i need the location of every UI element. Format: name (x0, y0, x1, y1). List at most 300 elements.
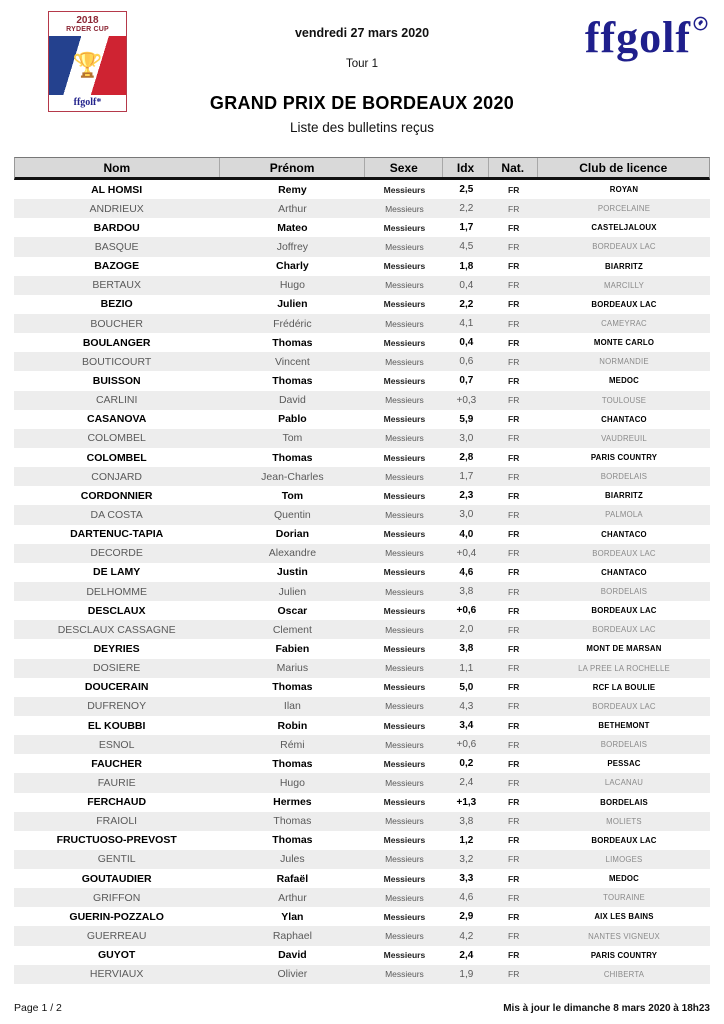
cell-nat: FR (508, 911, 520, 922)
cell-prenom: Alexandre (268, 547, 317, 560)
cell-nat: FR (508, 777, 520, 788)
cell-prenom: Mateo (277, 221, 308, 234)
cell-club: LIMOGES (605, 854, 643, 864)
ryder-logo-year: 2018 (76, 15, 99, 26)
cell-nom: CONJARD (91, 470, 143, 483)
cell-prenom: Charly (276, 260, 309, 273)
cell-idx: 4,2 (459, 930, 474, 942)
cell-nat: FR (508, 950, 520, 961)
cell-nom: DECORDE (90, 547, 143, 560)
column-header-sexe: Sexe (365, 158, 443, 177)
cell-club: MEDOC (608, 874, 640, 884)
table-row (14, 391, 710, 410)
cell-prenom: David (278, 949, 307, 962)
table-row (14, 697, 710, 716)
cell-prenom: Rafaël (276, 872, 309, 885)
cell-nat: FR (508, 490, 520, 501)
cell-nom: GOUTAUDIER (81, 872, 152, 885)
cell-prenom: Vincent (274, 355, 310, 368)
cell-nom: CASANOVA (87, 413, 147, 426)
updated-timestamp: Mis à jour le dimanche 8 mars 2020 à 18h23 (503, 1003, 710, 1014)
table-row (14, 659, 710, 678)
cell-nat: FR (508, 414, 520, 425)
cell-nom: GENTIL (97, 853, 136, 866)
table-row (14, 850, 710, 869)
cell-nom: BAZOGE (94, 260, 140, 273)
cell-idx: 5,9 (459, 413, 474, 425)
table-row (14, 965, 710, 984)
cell-nom: DOSIERE (93, 662, 141, 675)
cell-club: MONT DE MARSAN (586, 644, 662, 654)
cell-prenom: Justin (276, 566, 308, 579)
table-row (14, 199, 710, 218)
cell-nat: FR (508, 299, 520, 310)
cell-idx: +0,6 (456, 739, 477, 751)
cell-club: PARIS COUNTRY (590, 453, 658, 463)
cell-nat: FR (508, 509, 520, 520)
cell-club: NORMANDIE (599, 357, 649, 367)
cell-club: BORDEAUX LAC (592, 625, 656, 635)
cell-sexe: Messieurs (385, 241, 424, 252)
cell-nat: FR (508, 261, 520, 272)
cell-idx: 1,7 (459, 222, 474, 234)
cell-sexe: Messieurs (385, 356, 424, 367)
cell-sexe: Messieurs (383, 452, 426, 463)
cell-prenom: Rémi (280, 738, 305, 751)
cell-prenom: Julien (277, 298, 308, 311)
cell-idx: 3,2 (459, 853, 474, 865)
cell-nom: FAURIE (97, 776, 136, 789)
cell-idx: 1,9 (459, 968, 474, 980)
cell-sexe: Messieurs (385, 280, 424, 291)
cell-prenom: Pablo (278, 413, 307, 426)
cell-idx: 4,1 (459, 318, 474, 330)
cell-nat: FR (508, 184, 520, 195)
cell-idx: 1,2 (459, 834, 474, 846)
cell-sexe: Messieurs (383, 950, 426, 961)
cell-club: CHANTACO (601, 567, 647, 577)
cell-nat: FR (508, 624, 520, 635)
table-header-row (14, 157, 710, 180)
cell-nat: FR (508, 280, 520, 291)
cell-nom: BASQUE (94, 240, 139, 253)
table-row (14, 257, 710, 276)
trophy-icon: 🏆 (72, 51, 103, 79)
table-row (14, 831, 710, 850)
cell-nom: FRUCTUOSO-PREVOST (56, 834, 177, 847)
cell-club: BORDELAIS (600, 587, 648, 597)
cell-prenom: Thomas (272, 681, 313, 694)
cell-idx: 0,6 (459, 356, 474, 368)
table-row (14, 295, 710, 314)
cell-sexe: Messieurs (383, 375, 426, 386)
cell-club: MONTE CARLO (593, 338, 655, 348)
table-row (14, 218, 710, 237)
cell-sexe: Messieurs (385, 203, 424, 214)
table-row (14, 793, 710, 812)
cell-sexe: Messieurs (385, 701, 424, 712)
cell-club: BORDELAIS (600, 472, 648, 482)
cell-prenom: Tom (281, 489, 304, 502)
cell-nom: FRAIOLI (96, 815, 138, 828)
cell-prenom: Thomas (272, 374, 313, 387)
cell-prenom: Remy (278, 183, 307, 196)
cell-prenom: Oscar (277, 604, 308, 617)
page-indicator: Page 1 / 2 (14, 1002, 62, 1014)
cell-sexe: Messieurs (385, 509, 424, 520)
cell-idx: 2,4 (459, 777, 474, 789)
cell-nat: FR (508, 873, 520, 884)
cell-idx: 0,2 (459, 758, 474, 770)
cell-prenom: Thomas (272, 451, 313, 464)
table-row (14, 314, 710, 333)
cell-sexe: Messieurs (383, 222, 426, 233)
cell-nom: DEYRIES (93, 642, 140, 655)
table-row (14, 237, 710, 256)
cell-nom: DOUCERAIN (84, 681, 149, 694)
cell-prenom: Quentin (274, 508, 311, 521)
table-row (14, 544, 710, 563)
cell-club: BIARRITZ (605, 491, 643, 501)
table-row (14, 773, 710, 792)
table-row (14, 926, 710, 945)
event-date: vendredi 27 mars 2020 (294, 26, 430, 40)
table-row (14, 467, 710, 486)
cell-club: LA PREE LA ROCHELLE (578, 663, 670, 673)
cell-club: PORCELAINE (597, 204, 651, 214)
cell-nom: DE LAMY (93, 566, 141, 579)
cell-idx: 4,6 (459, 566, 474, 578)
cell-idx: 2,9 (459, 911, 474, 923)
table-row (14, 371, 710, 390)
cell-idx: 0,4 (459, 279, 474, 291)
cell-club: LACANAU (604, 778, 644, 788)
cell-club: BORDEAUX LAC (591, 606, 657, 616)
ryder-logo-title: RYDER CUP (66, 26, 109, 33)
cell-idx: 0,4 (459, 337, 474, 349)
cell-sexe: Messieurs (383, 261, 426, 272)
cell-idx: 0,7 (459, 375, 474, 387)
cell-nat: FR (508, 643, 520, 654)
cell-sexe: Messieurs (383, 682, 426, 693)
cell-idx: 2,8 (459, 452, 474, 464)
cell-idx: 3,0 (459, 432, 474, 444)
cell-prenom: Arthur (278, 891, 307, 904)
page-subtitle: Liste des bulletins reçus (289, 120, 435, 135)
cell-club: TOULOUSE (601, 395, 647, 405)
cell-nom: GUERIN-POZZALO (69, 910, 164, 923)
table-row (14, 735, 710, 754)
cell-club: BORDEAUX LAC (592, 548, 656, 558)
cell-idx: 1,8 (459, 260, 474, 272)
table-row (14, 505, 710, 524)
ffgolf-wordmark: ffgolf (584, 13, 691, 62)
cell-prenom: Thomas (272, 834, 313, 847)
cell-club: BORDELAIS (600, 740, 648, 750)
cell-sexe: Messieurs (385, 433, 424, 444)
cell-idx: 2,3 (459, 490, 474, 502)
cell-sexe: Messieurs (385, 318, 424, 329)
page-title: GRAND PRIX DE BORDEAUX 2020 (209, 93, 515, 113)
cell-prenom: Hermes (273, 796, 312, 809)
cell-idx: 2,4 (459, 949, 474, 961)
cell-idx: +0,4 (456, 547, 477, 559)
table-row (14, 448, 710, 467)
cell-nom: FERCHAUD (87, 796, 147, 809)
cell-nom: DARTENUC-TAPIA (70, 528, 164, 541)
cell-prenom: Ylan (281, 910, 304, 923)
cell-sexe: Messieurs (383, 605, 426, 616)
table-row (14, 869, 710, 888)
cell-nat: FR (508, 586, 520, 597)
cell-idx: 1,1 (459, 662, 474, 674)
cell-sexe: Messieurs (383, 758, 426, 769)
cell-club: RCF LA BOULIE (592, 682, 656, 692)
table-row (14, 410, 710, 429)
cell-nom: DA COSTA (90, 508, 143, 521)
cell-nat: FR (508, 758, 520, 769)
cell-sexe: Messieurs (383, 797, 426, 808)
cell-nat: FR (508, 548, 520, 559)
cell-prenom: Thomas (273, 815, 312, 828)
cell-nom: BOUTICOURT (82, 355, 152, 368)
cell-sexe: Messieurs (383, 490, 426, 501)
ryder-logo-ffgolf-brand: ffgolf* (73, 97, 102, 108)
table-row (14, 754, 710, 773)
cell-nat: FR (508, 720, 520, 731)
table-row (14, 429, 710, 448)
cell-nom: EL KOUBBI (87, 719, 146, 732)
cell-sexe: Messieurs (383, 911, 426, 922)
cell-prenom: Jules (280, 853, 305, 866)
table-row (14, 812, 710, 831)
cell-sexe: Messieurs (385, 777, 424, 788)
cell-prenom: Raphael (272, 930, 312, 943)
cell-club: AIX LES BAINS (594, 912, 654, 922)
cell-idx: 2,0 (459, 624, 474, 636)
cell-sexe: Messieurs (385, 892, 424, 903)
cell-nat: FR (508, 739, 520, 750)
cell-idx: +1,3 (456, 796, 477, 808)
cell-nat: FR (508, 797, 520, 808)
cell-nat: FR (508, 605, 520, 616)
cell-club: BORDEAUX LAC (592, 242, 656, 252)
table-row (14, 563, 710, 582)
cell-nom: DUFRENOY (87, 700, 147, 713)
table-row (14, 352, 710, 371)
cell-prenom: Ilan (283, 700, 301, 713)
table-row (14, 620, 710, 639)
cell-nom: BUISSON (92, 374, 141, 387)
column-header-nom: Nom (15, 158, 220, 177)
cell-nom: COLOMBEL (86, 451, 147, 464)
cell-nat: FR (508, 471, 520, 482)
cell-prenom: Tom (282, 432, 303, 445)
cell-nom: DESCLAUX CASSAGNE (57, 623, 176, 636)
table-row (14, 525, 710, 544)
cell-nat: FR (508, 701, 520, 712)
cell-idx: 4,5 (459, 241, 474, 253)
cell-nat: FR (508, 241, 520, 252)
table-row (14, 276, 710, 295)
cell-club: NANTES VIGNEUX (588, 931, 660, 941)
cell-nom: ANDRIEUX (89, 202, 144, 215)
cell-idx: 4,3 (459, 700, 474, 712)
cell-idx: 3,8 (459, 815, 474, 827)
cell-club: MOLIETS (606, 816, 642, 826)
cell-nat: FR (508, 663, 520, 674)
cell-club: VAUDREUIL (601, 433, 647, 443)
cell-sexe: Messieurs (383, 720, 426, 731)
cell-prenom: David (278, 394, 306, 407)
column-header-idx: Idx (443, 158, 489, 177)
ffgolf-registered-bird-icon (693, 16, 708, 36)
cell-club: MEDOC (608, 376, 640, 386)
cell-sexe: Messieurs (383, 299, 426, 310)
cell-sexe: Messieurs (385, 471, 424, 482)
cell-idx: +0,3 (456, 394, 477, 406)
table-body (14, 180, 710, 984)
cell-sexe: Messieurs (385, 854, 424, 865)
table-row (14, 180, 710, 199)
table-row (14, 678, 710, 697)
cell-nom: CARLINI (95, 394, 138, 407)
cell-nat: FR (508, 433, 520, 444)
cell-nat: FR (508, 969, 520, 980)
cell-nom: DESCLAUX (87, 604, 146, 617)
cell-idx: 4,0 (459, 528, 474, 540)
cell-idx: 3,3 (459, 873, 474, 885)
cell-idx: 3,8 (459, 643, 474, 655)
table-row (14, 333, 710, 352)
cell-club: BETHEMONT (598, 721, 650, 730)
cell-club: CAMEYRAC (601, 319, 647, 329)
cell-idx: 3,8 (459, 586, 474, 598)
cell-nom: FAUCHER (91, 757, 143, 770)
cell-prenom: Marius (276, 662, 309, 675)
cell-prenom: Frédéric (273, 317, 312, 330)
cell-prenom: Arthur (278, 202, 307, 215)
cell-prenom: Robin (277, 719, 308, 732)
cell-nat: FR (508, 203, 520, 214)
cell-nat: FR (508, 892, 520, 903)
cell-nom: BOUCHER (90, 317, 143, 330)
cell-club: BORDELAIS (600, 797, 648, 807)
cell-nat: FR (508, 452, 520, 463)
cell-nat: FR (508, 854, 520, 865)
cell-nat: FR (508, 835, 520, 846)
cell-sexe: Messieurs (383, 873, 426, 884)
cell-sexe: Messieurs (385, 816, 424, 827)
cell-nat: FR (508, 222, 520, 233)
cell-nat: FR (508, 318, 520, 329)
cell-idx: 2,2 (459, 298, 474, 310)
cell-nom: CORDONNIER (80, 489, 153, 502)
cell-nat: FR (508, 816, 520, 827)
cell-nat: FR (508, 337, 520, 348)
cell-club: CHIBERTA (603, 969, 645, 979)
cell-nom: BOULANGER (82, 336, 151, 349)
column-header-club-de-licence: Club de licence (579, 160, 668, 175)
table-row (14, 582, 710, 601)
table-row (14, 639, 710, 658)
column-header-nat-: Nat. (489, 158, 538, 177)
cell-sexe: Messieurs (385, 969, 424, 980)
cell-nom: GUERREAU (86, 930, 147, 943)
cell-prenom: Thomas (272, 757, 313, 770)
cell-nom: ESNOL (98, 738, 135, 751)
cell-idx: 3,4 (459, 720, 474, 731)
cell-sexe: Messieurs (383, 184, 426, 195)
cell-idx: 4,6 (459, 892, 474, 904)
cell-prenom: Jean-Charles (261, 470, 324, 483)
cell-club: PESSAC (607, 759, 641, 769)
cell-sexe: Messieurs (383, 567, 426, 578)
table-row (14, 907, 710, 926)
cell-club: BIARRITZ (605, 261, 643, 271)
cell-nom: GRIFFON (93, 891, 141, 904)
cell-club: MARCILLY (603, 280, 645, 290)
cell-sexe: Messieurs (385, 548, 424, 559)
cell-nat: FR (508, 567, 520, 578)
table-row (14, 888, 710, 907)
cell-prenom: Olivier (277, 968, 308, 981)
cell-prenom: Joffrey (276, 240, 309, 253)
cell-prenom: Hugo (279, 776, 305, 789)
round-label: Tour 1 (346, 58, 378, 70)
cell-idx: 1,7 (459, 471, 474, 483)
cell-sexe: Messieurs (383, 643, 426, 654)
cell-nat: FR (508, 395, 520, 406)
cell-nom: COLOMBEL (87, 432, 146, 445)
cell-club: TOURAINE (603, 893, 645, 903)
cell-prenom: Thomas (272, 336, 313, 349)
bulletins-table (14, 157, 710, 984)
cell-club: BORDEAUX LAC (591, 835, 657, 845)
cell-club: CASTELJALOUX (591, 223, 657, 233)
cell-idx: 2,5 (459, 184, 474, 196)
cell-club: PARIS COUNTRY (590, 950, 658, 960)
cell-sexe: Messieurs (385, 624, 424, 635)
cell-nom: AL HOMSI (91, 183, 143, 196)
cell-nom: HERVIAUX (89, 968, 144, 981)
ffgolf-logo (584, 13, 708, 62)
cell-sexe: Messieurs (383, 337, 426, 348)
cell-sexe: Messieurs (385, 931, 424, 942)
cell-nom: BEZIO (100, 298, 133, 311)
cell-nat: FR (508, 529, 520, 540)
cell-sexe: Messieurs (385, 395, 424, 406)
cell-club: PALMOLA (605, 510, 643, 520)
cell-sexe: Messieurs (383, 835, 426, 846)
cell-sexe: Messieurs (385, 586, 424, 597)
table-row (14, 486, 710, 505)
table-row (14, 716, 710, 735)
cell-nat: FR (508, 931, 520, 942)
cell-nat: FR (508, 682, 520, 693)
cell-nom: DELHOMME (86, 585, 147, 598)
cell-prenom: Clement (272, 623, 312, 636)
cell-sexe: Messieurs (383, 414, 426, 425)
table-row (14, 946, 710, 965)
cell-prenom: Julien (278, 585, 307, 598)
cell-sexe: Messieurs (383, 529, 426, 540)
cell-nom: BERTAUX (92, 279, 141, 292)
cell-club: BORDEAUX LAC (592, 701, 656, 711)
cell-prenom: Hugo (279, 279, 305, 292)
cell-nat: FR (508, 375, 520, 386)
cell-club: ROYAN (609, 185, 639, 195)
